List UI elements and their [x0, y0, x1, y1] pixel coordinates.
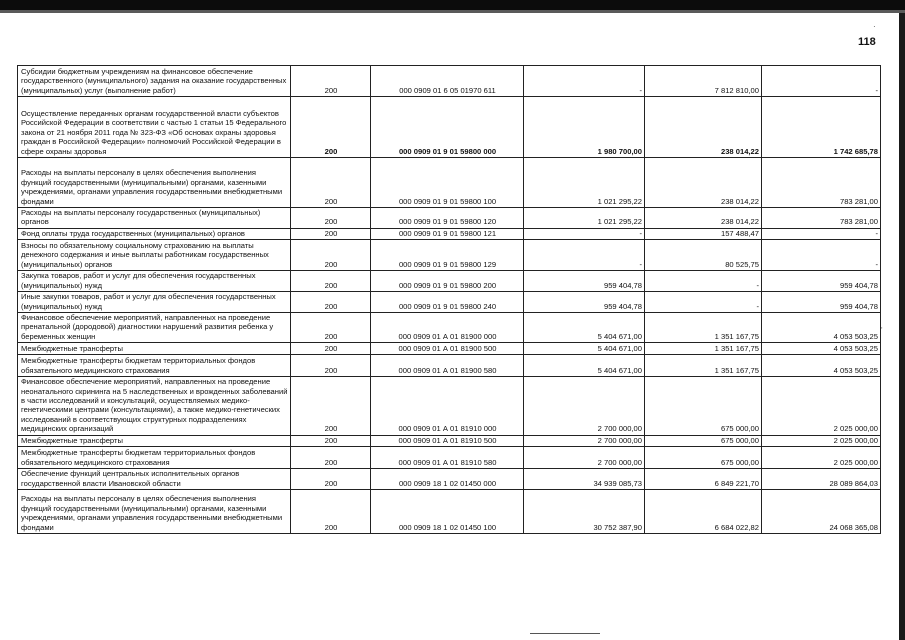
row-line-code: 200 — [291, 228, 371, 239]
row-budget-code: 000 0909 01 А 01 81910 500 — [371, 435, 524, 446]
row-line-code: 200 — [291, 489, 371, 533]
row-description: Закупка товаров, работ и услуг для обеспечения государственных (муниципальных) нужд — [18, 271, 291, 292]
row-amount-approved: 30 752 387,90 — [524, 489, 645, 533]
table-row — [18, 343, 881, 355]
row-amount-remaining: - — [762, 66, 881, 97]
row-amount-remaining: 783 281,00 — [762, 158, 881, 208]
row-amount-remaining: 4 053 503,25 — [762, 313, 881, 343]
table-row — [18, 66, 881, 97]
row-amount-executed: 238 014,22 — [645, 97, 762, 158]
row-description: Межбюджетные трансферты бюджетам территориальных фондов обязательного медицинского страхования — [18, 447, 291, 469]
row-amount-remaining: - — [762, 240, 881, 271]
row-line-code: 200 — [291, 66, 371, 97]
row-amount-remaining: 28 089 864,03 — [762, 469, 881, 490]
row-line-code: 200 — [291, 271, 371, 292]
row-amount-approved: 5 404 671,00 — [524, 313, 645, 343]
row-amount-executed: 675 000,00 — [645, 377, 762, 435]
table-row — [18, 447, 881, 469]
scan-bottom-line — [530, 633, 600, 634]
row-amount-approved: 2 700 000,00 — [524, 377, 645, 435]
row-amount-remaining: 2 025 000,00 — [762, 435, 881, 446]
row-description: Расходы на выплаты персоналу в целях обеспечения выполнения функций государственными (муниципальными) органами, казенными учреждениями, органами управления государственными внебюджетными фондами — [18, 158, 291, 208]
row-description: Иные закупки товаров, работ и услуг для обеспечения государственных (муниципальных) нужд — [18, 292, 291, 313]
row-description: Осуществление переданных органам государственной власти субъектов Российской Федерации в соответствии с частью 1 статьи 15 Федерального закона от 21 ноября 2011 года № 323-ФЗ «Об основах охраны здоровья граждан в Российской Федерации» полномочий Российской Федерации в сфере охраны здоровья — [18, 97, 291, 158]
row-line-code: 200 — [291, 377, 371, 435]
row-amount-approved: 2 700 000,00 — [524, 435, 645, 446]
table-row — [18, 228, 881, 239]
row-budget-code: 000 0909 01 9 01 59800 200 — [371, 271, 524, 292]
row-description: Расходы на выплаты персоналу государственных (муниципальных) органов — [18, 208, 291, 229]
row-budget-code: 000 0909 01 А 01 81900 000 — [371, 313, 524, 343]
row-description: Субсидии бюджетным учреждениям на финансовое обеспечение государственного (муниципального) задания на оказание государственных (муниципальных) услуг (выполнение работ) — [18, 66, 291, 97]
row-amount-executed: 80 525,75 — [645, 240, 762, 271]
row-amount-approved: 1 021 295,22 — [524, 158, 645, 208]
row-amount-approved: - — [524, 240, 645, 271]
row-amount-approved: - — [524, 228, 645, 239]
row-line-code: 200 — [291, 158, 371, 208]
row-line-code: 200 — [291, 435, 371, 446]
scan-top-border — [0, 0, 905, 13]
row-amount-executed: 6 849 221,70 — [645, 469, 762, 490]
row-budget-code: 000 0909 01 9 01 59800 129 — [371, 240, 524, 271]
row-amount-approved: 959 404,78 — [524, 292, 645, 313]
row-amount-executed: 7 812 810,00 — [645, 66, 762, 97]
row-amount-remaining: 2 025 000,00 — [762, 377, 881, 435]
row-amount-executed: 6 684 022,82 — [645, 489, 762, 533]
row-line-code: 200 — [291, 343, 371, 355]
row-amount-approved: 1 980 700,00 — [524, 97, 645, 158]
row-amount-approved: 1 021 295,22 — [524, 208, 645, 229]
row-amount-remaining: 24 068 365,08 — [762, 489, 881, 533]
row-budget-code: 000 0909 01 А 01 81900 580 — [371, 355, 524, 377]
row-amount-approved: 5 404 671,00 — [524, 343, 645, 355]
row-line-code: 200 — [291, 469, 371, 490]
row-amount-remaining: 783 281,00 — [762, 208, 881, 229]
row-amount-remaining: 959 404,78 — [762, 292, 881, 313]
table-row — [18, 489, 881, 533]
row-line-code: 200 — [291, 313, 371, 343]
row-budget-code: 000 0909 01 А 01 81910 580 — [371, 447, 524, 469]
row-amount-approved: 959 404,78 — [524, 271, 645, 292]
row-amount-executed: 675 000,00 — [645, 447, 762, 469]
row-line-code: 200 — [291, 447, 371, 469]
row-line-code: 200 — [291, 240, 371, 271]
row-amount-approved: 2 700 000,00 — [524, 447, 645, 469]
row-amount-executed: - — [645, 271, 762, 292]
row-description: Расходы на выплаты персоналу в целях обеспечения выполнения функций государственными (муниципальными) органами, казенными учреждениями, органами управления государственными внебюджетными фондами — [18, 489, 291, 533]
row-budget-code: 000 0909 01 6 05 01970 611 — [371, 66, 524, 97]
row-budget-code: 000 0909 01 9 01 59800 100 — [371, 158, 524, 208]
scan-right-border — [899, 13, 905, 640]
row-budget-code: 000 0909 01 А 01 81910 000 — [371, 377, 524, 435]
row-budget-code: 000 0909 01 9 01 59800 121 — [371, 228, 524, 239]
table-row — [18, 313, 881, 343]
row-description: Межбюджетные трансферты бюджетам территориальных фондов обязательного медицинского страхования — [18, 355, 291, 377]
row-budget-code: 000 0909 01 9 01 59800 240 — [371, 292, 524, 313]
row-amount-remaining: 1 742 685,78 — [762, 97, 881, 158]
row-amount-remaining: 4 053 503,25 — [762, 355, 881, 377]
row-description: Финансовое обеспечение мероприятий, направленных на проведение неонатального скрининга на 5 наследственных и врожденных заболеваний в части исследований и консультаций, осуществляемых медико-генетическими центрами (консультациями), а также медико-генетических исследований в соответствующих структурных подразделениях медицинских организаций — [18, 377, 291, 435]
row-description: Обеспечение функций центральных исполнительных органов государственной власти Ивановской области — [18, 469, 291, 490]
table-row — [18, 208, 881, 229]
table-row — [18, 292, 881, 313]
row-amount-executed: 1 351 167,75 — [645, 313, 762, 343]
row-amount-remaining: 959 404,78 — [762, 271, 881, 292]
table-row — [18, 377, 881, 435]
row-description: Финансовое обеспечение мероприятий, направленных на проведение пренатальной (дородовой) диагностики нарушений развития ребенка у беременных женщин — [18, 313, 291, 343]
row-budget-code: 000 0909 18 1 02 01450 000 — [371, 469, 524, 490]
row-description: Взносы по обязательному социальному страхованию на выплаты денежного содержания и иные выплаты работникам государственных (муниципальных) органов — [18, 240, 291, 271]
row-line-code: 200 — [291, 355, 371, 377]
row-budget-code: 000 0909 01 9 01 59800 000 — [371, 97, 524, 158]
scan-mark: ' — [881, 326, 883, 335]
row-amount-executed: 1 351 167,75 — [645, 355, 762, 377]
row-amount-executed: 675 000,00 — [645, 435, 762, 446]
row-description: Межбюджетные трансферты — [18, 343, 291, 355]
row-amount-remaining: 4 053 503,25 — [762, 343, 881, 355]
row-amount-executed: 1 351 167,75 — [645, 343, 762, 355]
scan-speck: · — [873, 22, 876, 31]
budget-table — [17, 65, 881, 534]
row-description: Фонд оплаты труда государственных (муниципальных) органов — [18, 228, 291, 239]
table-row — [18, 435, 881, 446]
row-description: Межбюджетные трансферты — [18, 435, 291, 446]
row-amount-executed: 238 014,22 — [645, 158, 762, 208]
row-line-code: 200 — [291, 208, 371, 229]
table-row — [18, 240, 881, 271]
row-amount-approved: - — [524, 66, 645, 97]
row-amount-remaining: - — [762, 228, 881, 239]
row-line-code: 200 — [291, 292, 371, 313]
row-budget-code: 000 0909 18 1 02 01450 100 — [371, 489, 524, 533]
table-row — [18, 158, 881, 208]
page-number: 118 — [858, 36, 876, 48]
row-amount-approved: 34 939 085,73 — [524, 469, 645, 490]
table-row — [18, 469, 881, 490]
row-amount-approved: 5 404 671,00 — [524, 355, 645, 377]
table-row — [18, 271, 881, 292]
budget-table-body — [18, 66, 881, 534]
row-amount-executed: 238 014,22 — [645, 208, 762, 229]
table-row — [18, 355, 881, 377]
row-budget-code: 000 0909 01 А 01 81900 500 — [371, 343, 524, 355]
row-amount-executed: - — [645, 292, 762, 313]
row-amount-executed: 157 488,47 — [645, 228, 762, 239]
row-line-code: 200 — [291, 97, 371, 158]
row-budget-code: 000 0909 01 9 01 59800 120 — [371, 208, 524, 229]
table-row — [18, 97, 881, 158]
row-amount-remaining: 2 025 000,00 — [762, 447, 881, 469]
